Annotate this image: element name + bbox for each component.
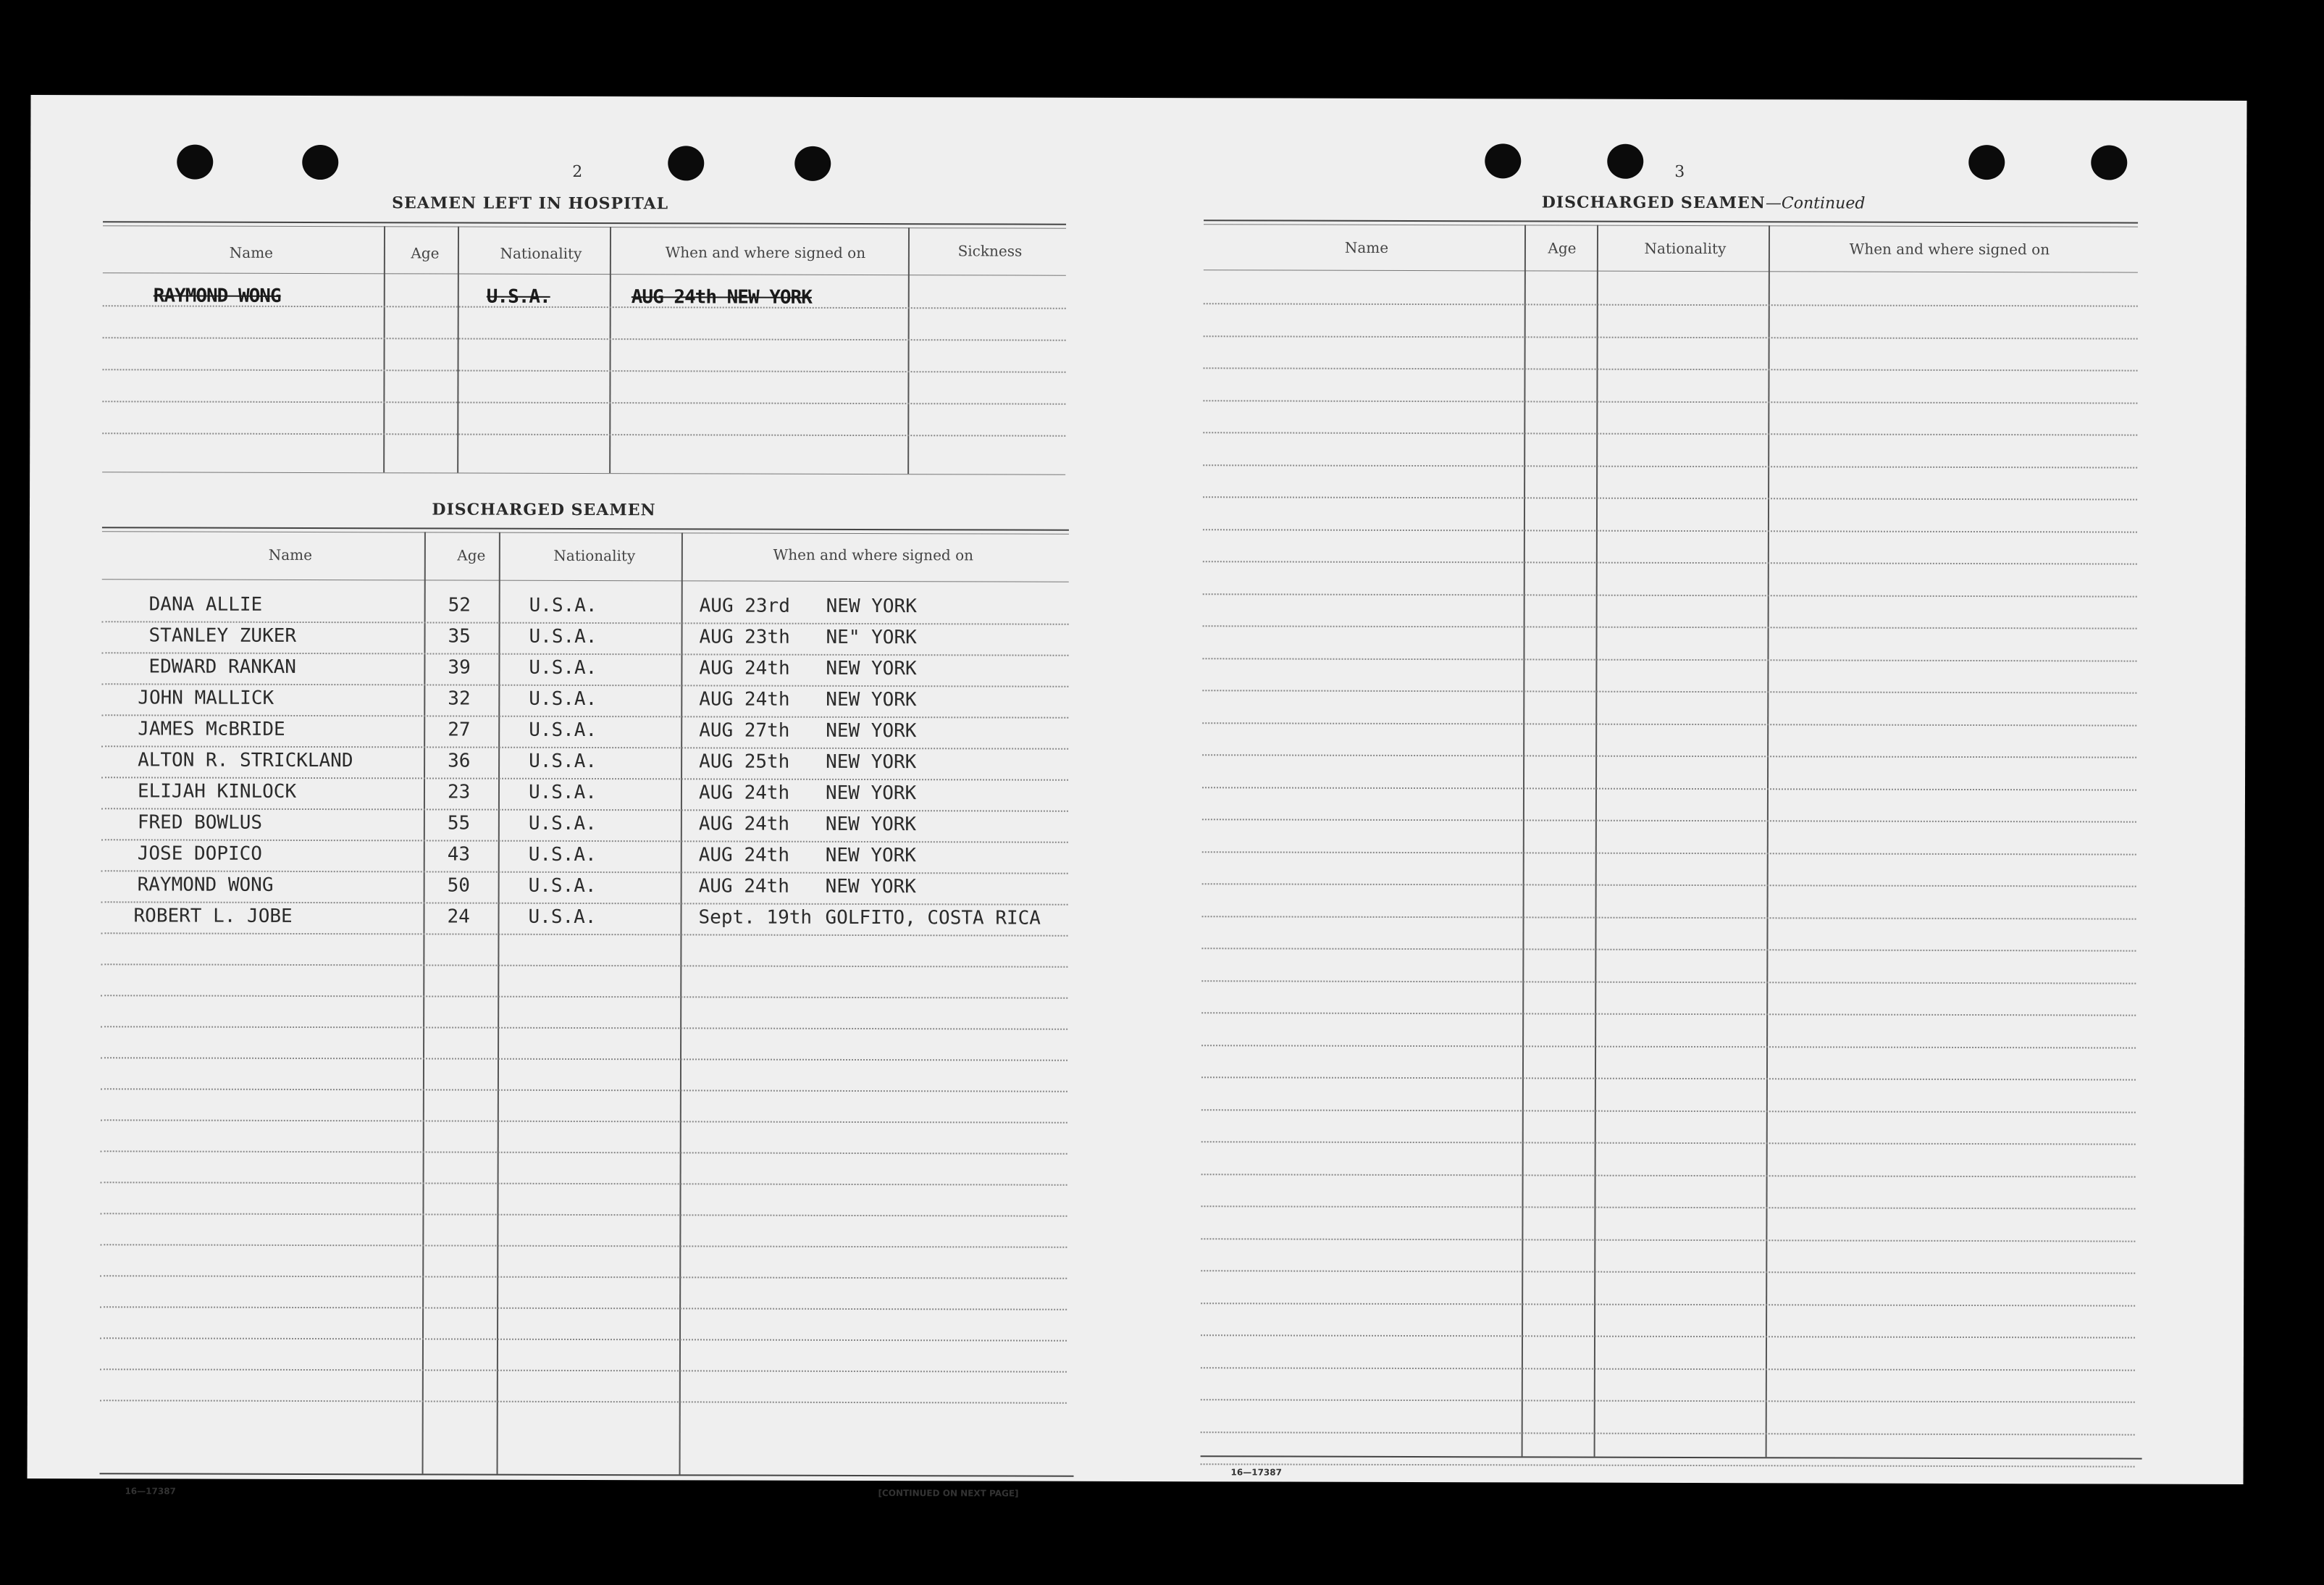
discharged-row-rule bbox=[100, 1368, 1067, 1372]
hospital-struck-nationality: U.S.A. bbox=[486, 285, 550, 308]
right-row-rule bbox=[1203, 561, 2137, 564]
seaman-age: 39 bbox=[448, 656, 471, 679]
discharged-col-divider bbox=[497, 532, 500, 1474]
hospital-row-rule bbox=[103, 369, 1066, 372]
hospital-header-name: Name bbox=[229, 243, 274, 262]
discharged-row-rule bbox=[101, 1182, 1067, 1185]
right-row-rule bbox=[1201, 1334, 2135, 1338]
discharged-header-signed-on: When and where signed on bbox=[773, 545, 974, 564]
right-table-bottom-rule bbox=[1201, 1455, 2142, 1459]
discharged-header-name: Name bbox=[268, 545, 312, 564]
hospital-row-rule bbox=[103, 337, 1066, 340]
right-row-rule bbox=[1201, 1302, 2135, 1306]
discharged-row-rule bbox=[100, 1337, 1067, 1341]
discharged-row-rule bbox=[100, 1244, 1067, 1247]
right-row-rules bbox=[31, 95, 2247, 101]
seaman-nationality: U.S.A. bbox=[529, 594, 597, 617]
discharged-row-rule bbox=[100, 1275, 1067, 1279]
hospital-section-title: SEAMEN LEFT IN HOSPITAL bbox=[392, 193, 669, 214]
seaman-age: 52 bbox=[448, 594, 471, 616]
seaman-name: FRED BOWLUS bbox=[137, 811, 263, 834]
right-row-rule bbox=[1201, 1238, 2135, 1242]
right-row-rule bbox=[1202, 722, 2136, 726]
right-row-rule bbox=[1201, 1463, 2135, 1467]
punch-hole bbox=[302, 145, 338, 180]
right-row-rule bbox=[1201, 1270, 2135, 1274]
hospital-table-top-rule-2 bbox=[103, 225, 1066, 228]
discharged-row-rule bbox=[101, 1088, 1067, 1092]
right-row-rule bbox=[1201, 948, 2136, 951]
form-sheet bbox=[28, 95, 2247, 1499]
signed-on-date: Sept. 19th bbox=[698, 906, 813, 929]
continued-note: [CONTINUED ON NEXT PAGE] bbox=[878, 1488, 1019, 1499]
right-row-rule bbox=[1201, 1205, 2135, 1209]
discharged-continued-title bbox=[1435, 193, 1971, 213]
seaman-name: ELIJAH KINLOCK bbox=[137, 780, 297, 803]
right-row-rule bbox=[1201, 1109, 2136, 1113]
discharged-continued-suffix: —Continued bbox=[1765, 194, 1866, 213]
right-row-rule bbox=[1202, 754, 2136, 758]
right-row-rule bbox=[1201, 1141, 2136, 1145]
right-row-rule bbox=[1203, 529, 2137, 532]
hospital-col-divider bbox=[383, 226, 385, 472]
signed-on-date: AUG 23th bbox=[699, 626, 790, 648]
signed-on-date: AUG 24th bbox=[698, 813, 790, 835]
punch-hole bbox=[1485, 143, 1521, 178]
discharged-table-bottom-rule bbox=[100, 1473, 1074, 1477]
seaman-name: STANLEY ZUKER bbox=[148, 624, 297, 647]
discharged-row-rule bbox=[101, 1150, 1067, 1154]
signed-on-place: NEW YORK bbox=[825, 782, 917, 805]
seaman-age: 27 bbox=[448, 719, 471, 741]
seaman-nationality: U.S.A. bbox=[528, 843, 597, 866]
signed-on-place: GOLFITO, COSTA RICA bbox=[825, 906, 1041, 929]
seaman-name: JOHN MALLICK bbox=[138, 687, 274, 709]
discharged-row-rule bbox=[101, 1026, 1067, 1029]
hospital-header-age: Age bbox=[411, 244, 440, 262]
seaman-nationality: U.S.A. bbox=[529, 719, 597, 742]
discharged-col-divider bbox=[679, 532, 683, 1474]
right-header-signed-on: When and where signed on bbox=[1849, 240, 2050, 259]
signed-on-date: AUG 27th bbox=[699, 719, 790, 742]
hospital-col-divider bbox=[457, 227, 459, 473]
discharged-table-top-rule-2 bbox=[102, 531, 1069, 534]
discharged-row-rule bbox=[100, 1400, 1067, 1403]
discharged-row-rule bbox=[101, 1119, 1067, 1123]
right-row-rule bbox=[1201, 1076, 2136, 1080]
discharged-row-rule bbox=[100, 1306, 1067, 1310]
right-header-rule bbox=[1204, 269, 2138, 272]
page-number-left: 2 bbox=[572, 162, 583, 181]
seaman-name: RAYMOND WONG bbox=[137, 874, 274, 896]
discharged-header-nationality: Nationality bbox=[553, 546, 636, 565]
hospital-row-rule bbox=[103, 305, 1066, 309]
right-row-rule bbox=[1202, 883, 2136, 887]
seaman-nationality: U.S.A. bbox=[528, 781, 597, 804]
hospital-struck-signed-on: AUG 24th NEW YORK bbox=[631, 286, 812, 309]
discharged-section-title: DISCHARGED SEAMEN bbox=[432, 500, 656, 520]
punch-hole bbox=[2091, 145, 2127, 180]
right-row-rule bbox=[1201, 1012, 2136, 1016]
right-row-rule bbox=[1202, 851, 2136, 855]
punch-hole bbox=[668, 146, 704, 180]
discharged-row-rule bbox=[101, 963, 1067, 967]
hospital-header-rule bbox=[103, 272, 1066, 275]
seaman-name: JAMES McBRIDE bbox=[138, 718, 285, 740]
signed-on-place: NEW YORK bbox=[826, 688, 917, 711]
right-row-rule bbox=[1202, 658, 2136, 661]
hospital-row-rule bbox=[102, 432, 1065, 436]
signed-on-date: AUG 25th bbox=[699, 750, 790, 773]
seaman-name: DANA ALLIE bbox=[148, 593, 263, 616]
right-row-rule bbox=[1201, 1431, 2135, 1435]
right-row-rule bbox=[1201, 1045, 2136, 1048]
discharged-row-rule bbox=[101, 1057, 1067, 1061]
signed-on-date: AUG 24th bbox=[699, 657, 790, 679]
seaman-nationality: U.S.A. bbox=[528, 874, 597, 898]
right-row-rule bbox=[1202, 819, 2136, 822]
seaman-nationality: U.S.A. bbox=[529, 625, 597, 648]
signed-on-place: NEW YORK bbox=[825, 813, 917, 836]
form-number-right: 16—17387 bbox=[1230, 1467, 1283, 1478]
discharged-continued-title-main: DISCHARGED SEAMEN bbox=[1541, 193, 1766, 213]
punch-hole bbox=[1968, 145, 2005, 180]
signed-on-place: NEW YORK bbox=[825, 875, 916, 898]
right-row-rule bbox=[1201, 1367, 2135, 1371]
signed-on-place: NEW YORK bbox=[825, 844, 917, 867]
right-row-rule bbox=[1203, 496, 2137, 500]
hospital-struck-name: RAYMOND WONG bbox=[153, 285, 281, 307]
form-number-left: 16—17387 bbox=[125, 1486, 176, 1497]
seaman-name: JOSE DOPICO bbox=[137, 842, 262, 865]
right-header-name: Name bbox=[1344, 238, 1389, 256]
seaman-name: ALTON R. STRICKLAND bbox=[138, 749, 353, 772]
right-row-rule bbox=[1202, 690, 2136, 693]
punch-hole bbox=[177, 145, 213, 180]
discharged-row-rule bbox=[101, 932, 1067, 936]
right-row-rule bbox=[1204, 303, 2138, 306]
signed-on-place: NEW YORK bbox=[826, 595, 917, 618]
right-row-rule bbox=[1204, 335, 2138, 339]
seaman-nationality: U.S.A. bbox=[529, 687, 597, 711]
signed-on-date: AUG 24th bbox=[698, 782, 790, 804]
seaman-age: 50 bbox=[447, 874, 471, 897]
discharged-header-rule bbox=[102, 579, 1069, 582]
seaman-nationality: U.S.A. bbox=[529, 750, 597, 773]
discharged-row-rule bbox=[101, 995, 1067, 998]
hospital-header-sickness: Sickness bbox=[957, 242, 1023, 260]
right-row-rule bbox=[1203, 593, 2137, 597]
right-header-age: Age bbox=[1548, 239, 1577, 257]
hospital-row-rule bbox=[102, 401, 1065, 404]
right-row-rule bbox=[1201, 1174, 2136, 1177]
seaman-age: 32 bbox=[448, 687, 471, 710]
seaman-name: ROBERT L. JOBE bbox=[133, 905, 293, 927]
discharged-row-rule bbox=[100, 1213, 1067, 1216]
discharged-table-top-rule bbox=[102, 527, 1069, 530]
seaman-nationality: U.S.A. bbox=[528, 812, 597, 835]
seaman-nationality: U.S.A. bbox=[528, 906, 597, 929]
right-header-nationality: Nationality bbox=[1644, 239, 1727, 258]
hospital-col-divider bbox=[907, 227, 910, 474]
page-number-right: 3 bbox=[1674, 162, 1685, 181]
seaman-age: 35 bbox=[448, 625, 471, 648]
seaman-age: 36 bbox=[448, 750, 471, 772]
signed-on-date: AUG 24th bbox=[699, 688, 790, 711]
discharged-col-divider bbox=[422, 532, 426, 1473]
seaman-name: EDWARD RANKAN bbox=[148, 656, 296, 678]
right-row-rule bbox=[1202, 916, 2136, 919]
hospital-table-bottom-rule bbox=[102, 472, 1065, 474]
right-row-rule bbox=[1202, 787, 2136, 790]
right-row-rule bbox=[1203, 464, 2137, 468]
right-table-top-rule-2 bbox=[1204, 224, 2138, 227]
signed-on-place: NEW YORK bbox=[826, 750, 917, 774]
punch-hole bbox=[794, 146, 831, 181]
right-row-rule bbox=[1201, 1399, 2135, 1402]
punch-hole bbox=[1607, 144, 1643, 179]
hospital-header-signed-on: When and where signed on bbox=[665, 243, 866, 262]
signed-on-date: AUG 23rd bbox=[699, 595, 790, 617]
hospital-header-nationality: Nationality bbox=[500, 244, 582, 262]
signed-on-place: NE" YORK bbox=[826, 626, 917, 649]
discharged-header-age: Age bbox=[457, 546, 486, 564]
signed-on-date: AUG 24th bbox=[698, 875, 789, 898]
right-row-rule bbox=[1204, 367, 2138, 371]
seaman-age: 24 bbox=[447, 906, 470, 928]
signed-on-place: NEW YORK bbox=[826, 719, 917, 743]
signed-on-place: NEW YORK bbox=[826, 657, 917, 680]
hospital-table-top-rule bbox=[103, 221, 1066, 225]
right-row-rule bbox=[1203, 400, 2137, 403]
right-row-rule bbox=[1203, 625, 2137, 629]
seaman-age: 55 bbox=[447, 812, 471, 835]
seaman-age: 23 bbox=[447, 781, 471, 803]
hospital-col-divider bbox=[609, 227, 611, 473]
seaman-age: 43 bbox=[447, 843, 471, 866]
right-row-rule bbox=[1203, 432, 2137, 435]
signed-on-date: AUG 24th bbox=[698, 844, 790, 866]
right-table-top-rule bbox=[1204, 219, 2138, 223]
right-row-rule bbox=[1201, 980, 2136, 984]
seaman-nationality: U.S.A. bbox=[529, 656, 597, 679]
